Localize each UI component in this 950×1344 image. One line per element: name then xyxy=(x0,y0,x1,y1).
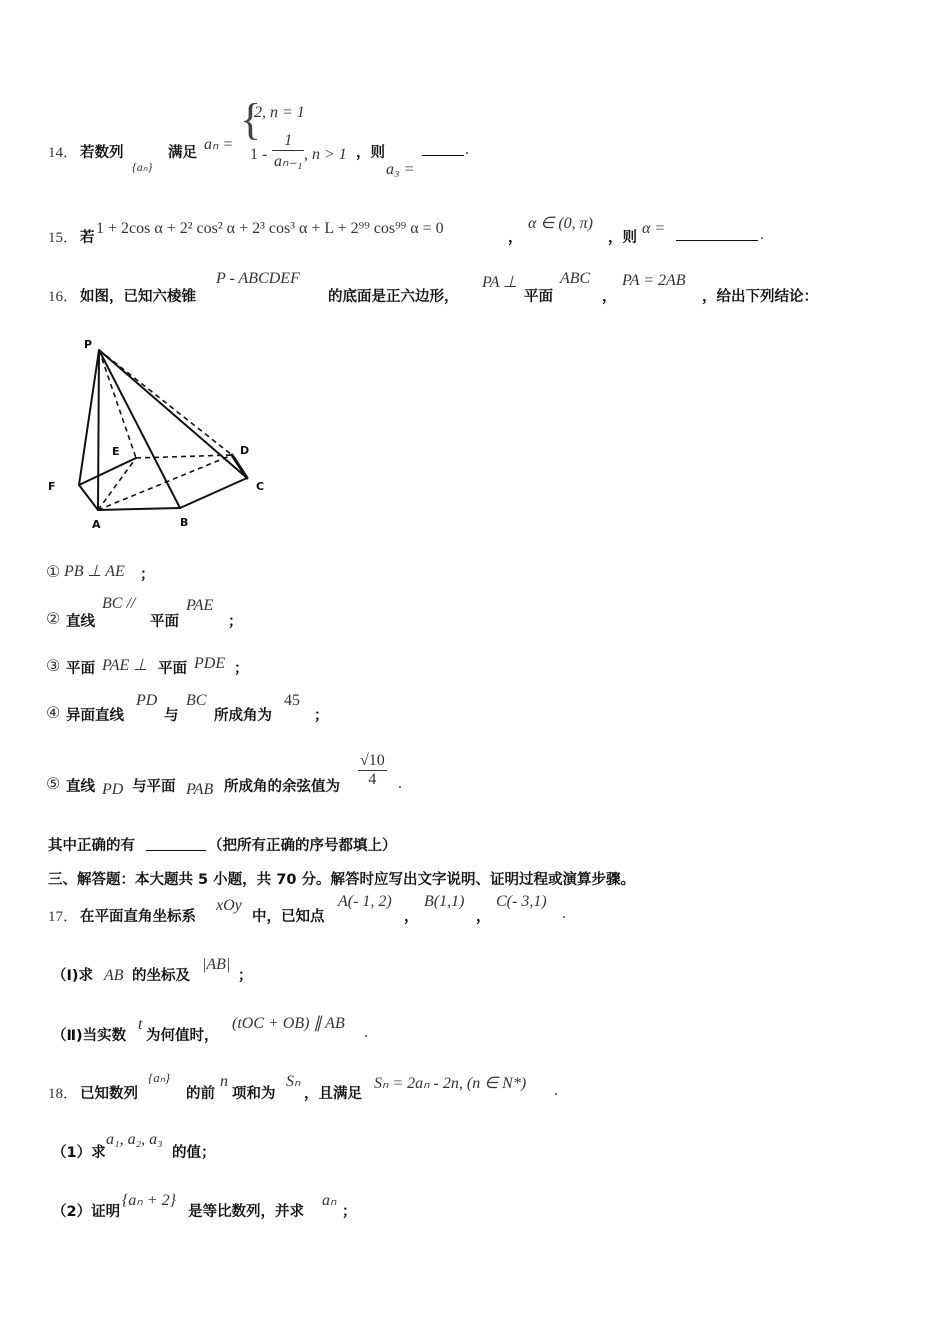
q17-mid: 中，已知点 xyxy=(252,909,325,925)
q17-p1-math2: |AB| xyxy=(202,956,231,973)
s1-math: PB ⊥ AE xyxy=(64,563,125,580)
q17-p1-end: ； xyxy=(238,968,253,984)
s5-frac xyxy=(358,752,387,789)
q18-seq: {aₙ} xyxy=(148,1070,171,1085)
label-C: C xyxy=(256,480,265,493)
q17-pre: 在平面直角坐标系 xyxy=(80,909,196,925)
q16-rel1: PA ⊥ xyxy=(482,274,518,291)
q18-rel: Sₙ = 2aₙ - 2n, (n ∈ N*) xyxy=(374,1075,527,1092)
s1-end: ； xyxy=(140,567,155,583)
q14-case2-frac xyxy=(272,132,304,171)
s4-b: 与 xyxy=(164,708,179,724)
s4-c: 所成角为 xyxy=(214,708,272,724)
q17-sys: xOy xyxy=(216,897,242,914)
q14-lhs: aₙ = xyxy=(204,136,234,153)
q17-p2-t: t xyxy=(138,1016,143,1033)
s5-math1: PD xyxy=(102,781,124,798)
q17-end: . xyxy=(562,905,566,922)
s5-end: . xyxy=(398,775,402,792)
q15-domain: α ∈ (0, π) xyxy=(528,215,594,232)
q15-answer-blank[interactable] xyxy=(676,239,758,241)
q14-case2-pre: 1 - xyxy=(250,146,268,163)
s4-math1: PD xyxy=(136,692,158,709)
q18-mid2: 项和为 xyxy=(232,1086,276,1102)
q14-case2-num: 1 xyxy=(272,132,304,151)
s4-math2: BC xyxy=(186,692,207,709)
s5-math2: PAB xyxy=(186,781,214,798)
s2-end: ； xyxy=(228,614,243,630)
q14-mid: 满足 xyxy=(168,145,197,161)
q16-answer-pre: 其中正确的有 xyxy=(48,838,135,854)
s2-mark: ② xyxy=(46,611,61,628)
q17-pA: A(- 1, 2) xyxy=(338,893,392,910)
hexagonal-pyramid-figure xyxy=(40,330,280,535)
s3-math2: PDE xyxy=(194,655,226,672)
q18-p2-end: ； xyxy=(342,1204,357,1220)
section-3-heading: 三、解答题：本大题共 5 小题，共 70 分。解答时应写出文字说明、证明过程或演算步骤。 xyxy=(48,872,635,888)
q14-pre: 若数列 xyxy=(80,145,124,161)
label-P: P xyxy=(84,338,93,351)
q16-post: ，给出下列结论： xyxy=(702,289,818,305)
q14-number: 14． xyxy=(48,145,79,161)
q14-case1: 2, n = 1 xyxy=(254,104,305,121)
q14-end: . xyxy=(465,141,469,158)
q18-mid3: ，且满足 xyxy=(304,1086,362,1102)
q17-p2-math: (tOC + OB) ∥ AB xyxy=(232,1015,345,1032)
s4-mark: ④ xyxy=(46,705,61,722)
q15-pre: 若 xyxy=(80,230,95,246)
s5-b: 与平面 xyxy=(132,779,176,795)
q16-solid: P - ABCDEF xyxy=(216,270,300,287)
s3-b: 平面 xyxy=(158,661,187,677)
q17-p2-mid: 为何值时， xyxy=(146,1028,219,1044)
q16-answer-post: （把所有正确的序号都填上） xyxy=(208,838,397,854)
q18-end: . xyxy=(554,1082,558,1099)
s4-a: 异面直线 xyxy=(66,708,124,724)
q18-number: 18． xyxy=(48,1086,79,1102)
q18-p2-math2: aₙ xyxy=(322,1192,337,1209)
s5-c: 所成角的余弦值为 xyxy=(224,779,340,795)
s5-num: √10 xyxy=(360,752,385,769)
s1-mark: ① xyxy=(46,564,61,581)
q15-sep: ， xyxy=(508,230,523,246)
q14-case2-post: , n > 1 xyxy=(304,146,347,163)
s3-a: 平面 xyxy=(66,661,95,677)
q17-p1-math: AB xyxy=(104,967,124,984)
q15-then: ，则 xyxy=(608,230,637,246)
q17-number: 17． xyxy=(48,909,79,925)
s2-math1: BC // xyxy=(102,595,136,612)
q14-case2-den: aₙ₋₁ xyxy=(274,153,303,170)
s3-end: ； xyxy=(234,661,249,677)
q16-plane-word: 平面 xyxy=(524,289,553,305)
q17-pC: C(- 3,1) xyxy=(496,893,547,910)
q17-p1-label: （Ⅰ)求 xyxy=(52,968,94,984)
label-A: A xyxy=(92,518,101,531)
label-D: D xyxy=(240,444,250,457)
q17-pB: B(1,1) xyxy=(424,893,465,910)
q14-brace: { xyxy=(240,95,262,144)
s5-a: 直线 xyxy=(66,779,95,795)
s4-math3: 45 xyxy=(284,692,300,709)
q18-p1-end: 的值； xyxy=(172,1145,216,1161)
q15-target: α = xyxy=(642,220,666,237)
q14-answer-blank[interactable] xyxy=(422,154,464,156)
s2-b: 平面 xyxy=(150,614,179,630)
q18-p2-mid: 是等比数列，并求 xyxy=(188,1204,304,1220)
s3-math1: PAE ⊥ xyxy=(102,657,148,674)
q18-Sn: Sₙ xyxy=(286,1073,301,1090)
s5-den: 4 xyxy=(368,771,377,788)
s2-math2: PAE xyxy=(186,597,214,614)
q16-comma: ， xyxy=(602,289,617,305)
q17-c2: ， xyxy=(476,909,491,925)
q16-rel1b: ABC xyxy=(560,270,591,287)
q18-n: n xyxy=(220,1073,228,1090)
q16-answer-blank[interactable] xyxy=(146,849,206,851)
q17-p2-end: . xyxy=(364,1024,368,1041)
s4-end: ； xyxy=(314,708,329,724)
q16-number: 16． xyxy=(48,289,79,305)
q18-pre: 已知数列 xyxy=(80,1086,138,1102)
s2-a: 直线 xyxy=(66,614,95,630)
q16-mid1: 的底面是正六边形， xyxy=(328,289,459,305)
label-F: F xyxy=(48,480,56,493)
q16-rel2: PA = 2AB xyxy=(622,272,686,289)
q18-p1-math: a₁, a₂, a₃ xyxy=(106,1131,163,1148)
q16-pre: 如图，已知六棱锥 xyxy=(80,289,196,305)
q17-p1-mid: 的坐标及 xyxy=(132,968,190,984)
q17-c1: ， xyxy=(404,909,419,925)
s3-mark: ③ xyxy=(46,658,61,675)
q14-then: ，则 xyxy=(356,145,385,161)
label-E: E xyxy=(112,445,120,458)
q18-p1-label: （1）求 xyxy=(52,1145,106,1161)
q18-mid1: 的前 xyxy=(186,1086,215,1102)
s5-mark: ⑤ xyxy=(46,776,61,793)
q14-seq: {aₙ} xyxy=(132,160,153,174)
q14-target: a₃ = xyxy=(386,161,415,178)
q18-p2-math: {aₙ + 2} xyxy=(122,1192,176,1209)
q15-expr: 1 + 2cos α + 2² cos² α + 2³ cos³ α + L + 2⁹⁹ cos⁹⁹ α = 0 xyxy=(96,220,444,237)
label-B: B xyxy=(180,516,189,529)
q15-end: . xyxy=(760,226,764,243)
q17-p2-label: （Ⅱ)当实数 xyxy=(52,1028,127,1044)
q15-number: 15． xyxy=(48,230,79,246)
q18-p2-label: （2）证明 xyxy=(52,1204,121,1220)
